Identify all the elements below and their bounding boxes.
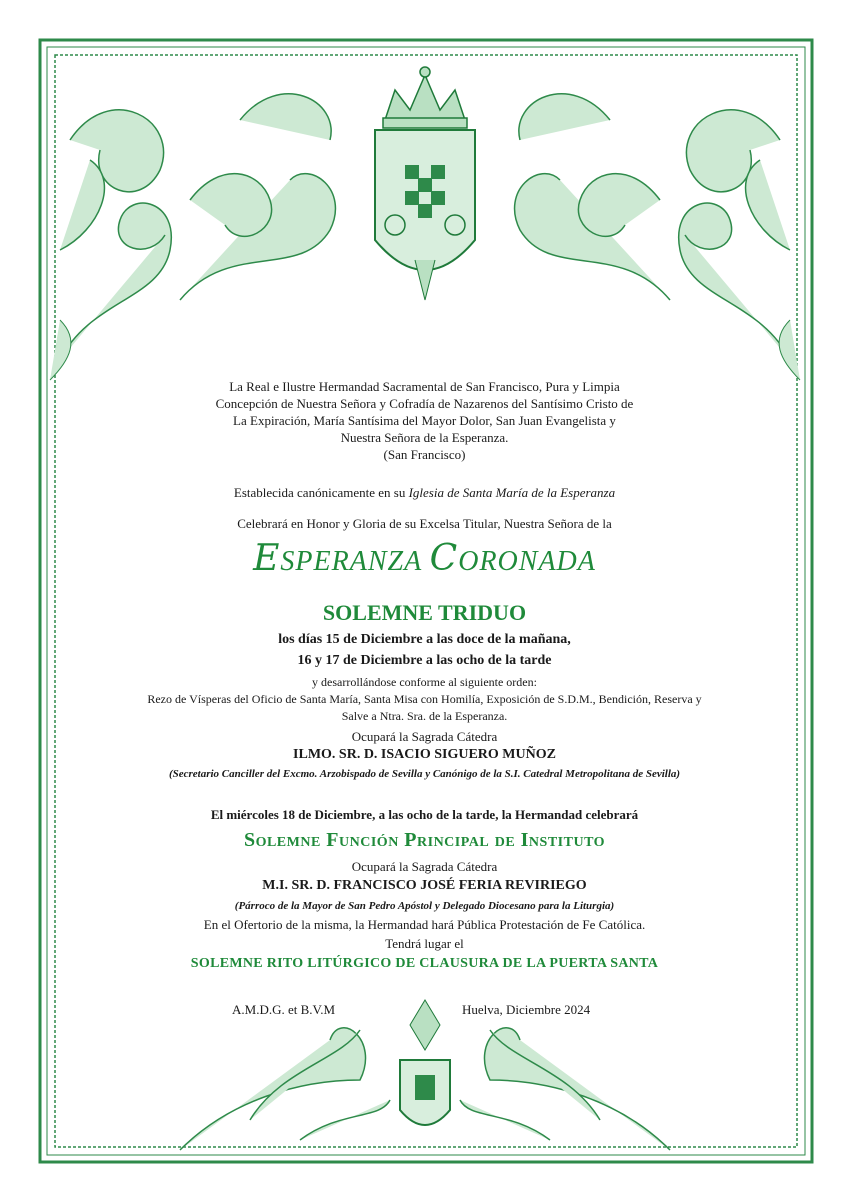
celebrates-line: Celebrará en Honor y Gloria de su Excelsa Titular, Nuestra Señora de la: [237, 516, 612, 531]
brotherhood-line-1: La Real e Ilustre Hermandad Sacramental de San Francisco, Pura y Limpia: [229, 379, 620, 394]
funcion-heading: Solemne Función Principal de Instituto: [243, 829, 606, 851]
triduo-preacher: ILMO. SR. D. ISACIO SIGUERO MUÑOZ: [293, 747, 556, 762]
title-rest-1: SPERANZA: [280, 546, 430, 577]
main-title: [110, 538, 739, 579]
established-prefix: Establecida canónicamente en su: [233, 485, 409, 500]
brotherhood-block: [110, 378, 739, 463]
established-line: [110, 484, 739, 501]
brotherhood-line-3: La Expiración, María Santísima del Mayor Dolor, San Juan Evangelista y: [233, 413, 616, 428]
bottom-crest-icon: [400, 1000, 450, 1125]
brotherhood-line-2: Concepción de Nuestra Señora y Cofradía de Nazarenos del Santísimo Cristo de: [215, 396, 634, 411]
crest-icon: [375, 67, 475, 300]
title-cap-2: C: [429, 538, 459, 579]
lugar-line: Tendrá lugar el: [385, 936, 464, 951]
brotherhood-line-4: Nuestra Señora de la Esperanza.: [340, 430, 509, 445]
funcion-catedra: Ocupará la Sagrada Cátedra: [351, 859, 498, 874]
title-rest-2: ORONADA: [458, 546, 596, 577]
funcion-intro: El miércoles 18 de Diciembre, a las ocho de la tarde, la Hermandad celebrará: [210, 807, 639, 822]
triduo-line-1: los días 15 de Diciembre a las doce de la mañana,: [278, 632, 571, 647]
established-church: Iglesia de Santa María de la Esperanza: [408, 485, 616, 500]
place-date-text: Huelva, Diciembre 2024: [462, 1002, 591, 1017]
amdg-text: A.M.D.G. et B.V.M: [232, 1002, 336, 1017]
triduo-line-2: 16 y 17 de Diciembre a las ocho de la tarde: [297, 653, 552, 668]
crown-icon: [383, 67, 467, 128]
triduo-catedra: Ocupará la Sagrada Cátedra: [351, 729, 498, 744]
title-cap-1: E: [253, 538, 281, 579]
triduo-heading: SOLEMNE TRIDUO: [322, 600, 527, 625]
order-line-1: Rezo de Vísperas del Oficio de Santa María, Santa Misa con Homilía, Exposición de S.D.M., Bendición, Reserva y: [147, 692, 702, 706]
funcion-preacher: M.I. SR. D. FRANCISCO JOSÉ FERIA REVIRIEGO: [262, 878, 587, 893]
rito-heading: SOLEMNE RITO LITÚRGICO DE CLAUSURA DE LA PUERTA SANTA: [190, 956, 659, 971]
funcion-preacher-role: (Párroco de la Mayor de San Pedro Apóstol y Delegado Diocesano para la Liturgia): [234, 900, 615, 912]
triduo-preacher-role: (Secretario Canciller del Excmo. Arzobispado de Sevilla y Canónigo de la S.I. Catedral Metropolitana de Sevilla): [168, 768, 681, 780]
order-intro: y desarrollándose conforme al siguiente orden:: [312, 675, 537, 689]
order-line-2: Salve a Ntra. Sra. de la Esperanza.: [341, 709, 508, 723]
ofertorio-line: En el Ofertorio de la misma, la Hermandad hará Pública Protestación de Fe Católica.: [203, 917, 646, 932]
brotherhood-line-5: (San Francisco): [383, 447, 466, 462]
